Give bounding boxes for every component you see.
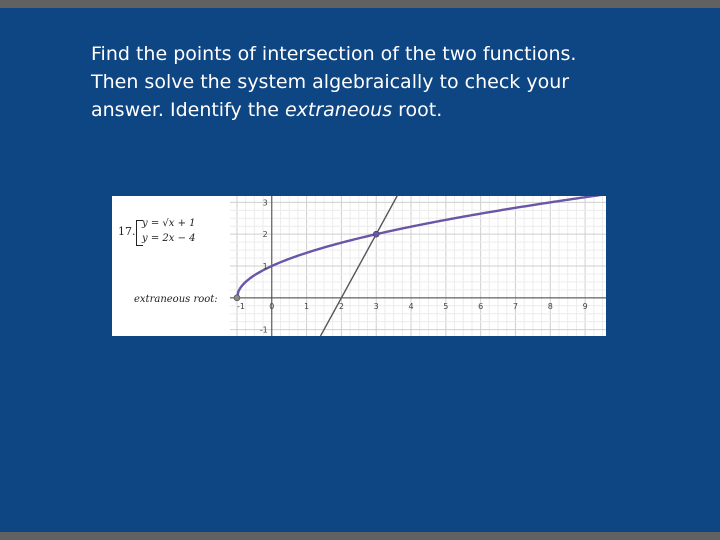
prompt-text (91, 40, 651, 124)
problem-figure (112, 196, 606, 336)
intersection-point (373, 231, 379, 237)
x-tick-label: 3 (373, 301, 379, 311)
x-tick-label: 7 (512, 301, 519, 311)
y-tick-label: 2 (262, 230, 268, 240)
extraneous-root-label: extraneous root: (134, 294, 218, 305)
x-tick-label: 9 (582, 301, 588, 311)
equation-2: y = 2x − 4 (142, 233, 196, 244)
y-tick-label: 1 (262, 262, 268, 271)
endpoint-marker (234, 295, 240, 301)
y-tick-label: -1 (259, 325, 268, 335)
function-graph (230, 196, 606, 336)
prompt-line-3 (91, 96, 651, 124)
prompt-emphasis: extraneous (284, 99, 393, 121)
x-tick-label: 2 (338, 301, 344, 311)
prompt-line-2: Then solve the system algebraically to check your (91, 71, 570, 93)
y-tick-label: 3 (262, 198, 268, 208)
equation-1: y = √x + 1 (142, 218, 196, 229)
x-tick-label: 0 (269, 301, 275, 311)
x-tick-label: 1 (304, 301, 310, 311)
prompt-line-1: Find the points of intersection of the two functions. (91, 43, 577, 65)
x-tick-label: 4 (408, 301, 414, 311)
graph-grid (230, 196, 606, 336)
top-bar (0, 0, 720, 8)
x-tick-label: 8 (547, 301, 553, 311)
x-tick-label: -1 (236, 301, 245, 311)
x-tick-label: 5 (443, 301, 449, 311)
problem-system (112, 196, 230, 336)
prompt-line-3-start: answer. Identify the (91, 99, 285, 121)
prompt-line-3-end: root. (392, 99, 443, 121)
x-tick-label: 6 (478, 301, 484, 311)
bottom-bar (0, 532, 720, 540)
problem-number: 17. (118, 225, 136, 238)
